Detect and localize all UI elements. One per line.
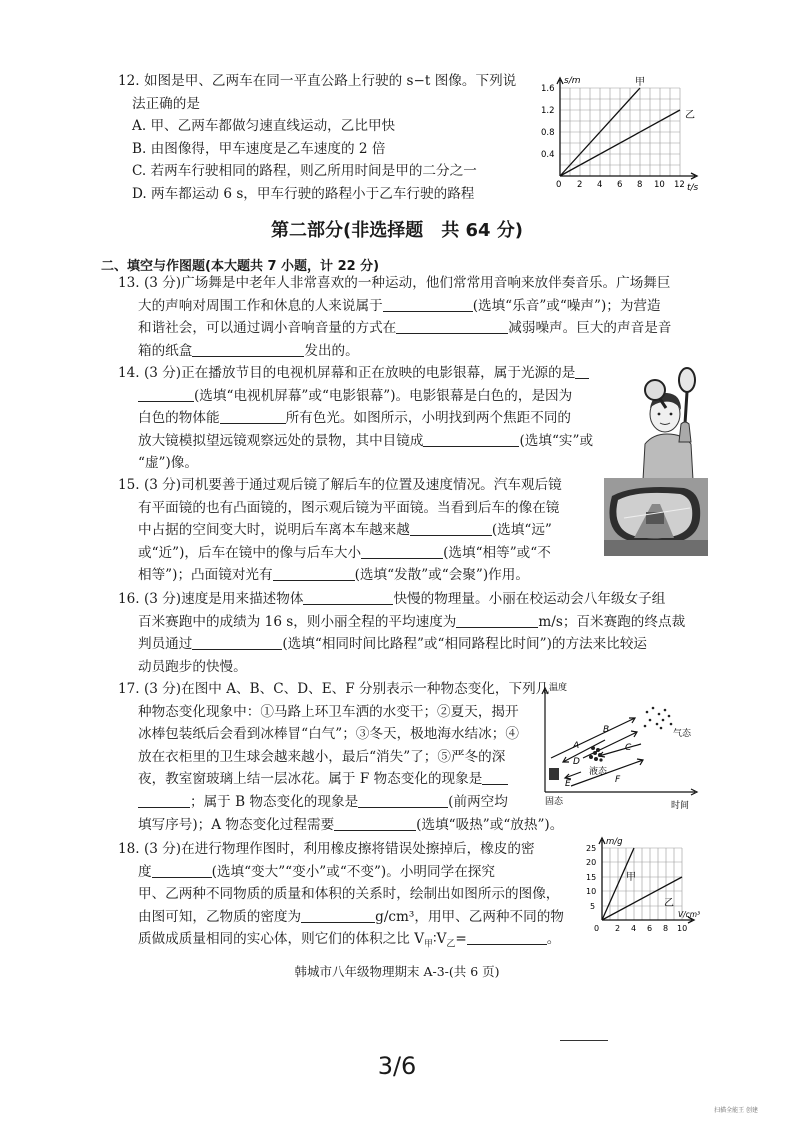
- footer-rule: [560, 1040, 608, 1041]
- q18-ytick: 20: [586, 858, 597, 867]
- q16-line: 判员通过 (选填“相同时间比路程”或“相同路程比时间”)的方法来比较运: [138, 636, 648, 653]
- q18-ylabel: m/g: [606, 837, 623, 847]
- q12-series-jia: 甲: [635, 77, 645, 88]
- diagram-solid-label: 固态: [545, 797, 564, 807]
- q15-line: 15. (3 分)司机要善于通过观后镜了解后车的位置及速度情况。汽车观后镜: [118, 477, 562, 493]
- q12-st-graph: [535, 74, 710, 194]
- question-14: [118, 362, 593, 475]
- q18-xtick: 6: [647, 924, 653, 933]
- q18-line: 18. (3 分)在进行物理作图时，利用橡皮擦将错误处擦掉后，橡皮的密: [118, 841, 535, 857]
- q12-xtick: 12: [674, 180, 685, 190]
- answer-blank[interactable]: [358, 792, 448, 808]
- q12-line: 法正确的是: [132, 95, 200, 112]
- q17-line: 填写序号)；A 物态变化过程需要 (选填“吸热”或“放热”)。: [138, 816, 564, 833]
- q14-line: 14. (3 分)正在播放节目的电视机屏幕和正在放映的电影银幕，属于光源的是: [118, 362, 593, 385]
- q16-line: 百米赛跑中的成绩为 16 s，则小丽全程的平均速度为 m/s；百米赛跑的终点裁: [138, 613, 686, 630]
- q18-line: 甲、乙两种不同物质的质量和体积的关系时，绘制出如图所示的图像，: [138, 886, 560, 903]
- q17-line: 17. (3 分)在图中 A、B、C、D、E、F 分别表示一种物态变化，下列几: [118, 681, 550, 697]
- diagram-label-c: C: [625, 743, 632, 753]
- q18-ytick: 5: [590, 902, 596, 911]
- answer-blank[interactable]: [456, 612, 538, 628]
- q12-ytick: 1.2: [541, 106, 555, 116]
- q12-option-b: B. 由图像得，甲车速度是乙车速度的 2 倍: [132, 140, 386, 157]
- q18-line: 质做成质量相同的实心体，则它们的体积之比 $V_甲∶V_乙=$ 。: [138, 931, 561, 951]
- q14-line: “虚”)像。: [138, 455, 198, 472]
- answer-blank[interactable]: [575, 363, 589, 379]
- q16-line: 动员跑步的快慢。: [138, 658, 247, 675]
- q13-line: 13. (3 分)广场舞是中老年人非常喜欢的一种运动，他们常常用音响来放伴奏音乐。广场舞巨: [118, 275, 671, 291]
- q12-ytick: 0.8: [541, 128, 555, 138]
- answer-blank[interactable]: [152, 862, 212, 878]
- q18-xtick: 2: [615, 924, 621, 933]
- q18-ytick: 10: [586, 887, 597, 896]
- diagram-liquid-label: 液态: [589, 767, 608, 777]
- q15-line: 中占据的空间变大时，说明后车离本车越来越 (选填“远”: [138, 522, 552, 539]
- section-title: 第二部分(非选择题 共 64 分): [270, 220, 524, 241]
- diagram-time-axis: 时间: [671, 801, 690, 811]
- q12-xtick: 4: [597, 180, 603, 190]
- answer-blank[interactable]: [396, 318, 508, 334]
- question-16: [118, 588, 685, 678]
- scanner-watermark: 扫描全能王 创建: [714, 1107, 758, 1114]
- q17-line: ；属于 B 物态变化的现象是 (前两空均: [118, 791, 563, 814]
- q12-option-d: D. 两车都运动 6 s，甲车行驶的路程小于乙车行驶的路程: [132, 185, 475, 202]
- q17-line: 冰棒包装纸后会看到冰棒冒“白气”；③冬天，极地海水结冰；④: [138, 726, 519, 743]
- answer-blank[interactable]: [334, 815, 416, 831]
- q12-ytick: 1.6: [541, 84, 555, 94]
- answer-blank[interactable]: [138, 792, 190, 808]
- boy-with-magnifiers-illustration: [633, 362, 703, 480]
- q17-line: 放在衣柜里的卫生球会越来越小，最后“消失”了；⑤严冬的深: [138, 748, 506, 765]
- answer-blank[interactable]: [301, 907, 375, 923]
- answer-blank[interactable]: [273, 565, 355, 581]
- answer-blank[interactable]: [361, 543, 443, 559]
- q18-xtick: 4: [631, 924, 637, 933]
- q18-xtick: 0: [594, 924, 600, 933]
- q18-xlabel: V/cm³: [678, 910, 701, 919]
- q14-line: (选填“电视机屏幕”或“电影银幕”)。电影银幕是白色的，是因为: [118, 385, 593, 408]
- q12-xtick: 10: [654, 180, 665, 190]
- q12-xtick: 0: [556, 180, 562, 190]
- q12-xlabel: t/s: [687, 183, 699, 193]
- q18-line: 由图可知，乙物质的密度为 g/cm³，用甲、乙两种不同的物: [138, 908, 564, 925]
- question-12: [118, 70, 516, 206]
- q18-ytick: 15: [586, 873, 597, 882]
- q18-line: 度 (选填“变大”“变小”或“不变”)。小明同学在探究: [138, 863, 495, 880]
- q12-ytick: 0.4: [541, 150, 555, 160]
- q15-line: 或“近”)，后车在镜中的像与后车大小 (选填“相等”或“不: [138, 544, 551, 561]
- answer-blank[interactable]: [410, 520, 492, 536]
- diagram-label-a: A: [573, 741, 580, 751]
- q18-series-yi: 乙: [664, 898, 674, 909]
- q14-line: 白色的物体能 所有色光。如图所示，小明找到两个焦距不同的: [138, 410, 572, 427]
- page-number: 3/6: [377, 1052, 417, 1080]
- answer-blank[interactable]: [467, 929, 547, 945]
- answer-blank[interactable]: [383, 296, 473, 312]
- diagram-temperature-axis: 温度: [549, 683, 568, 693]
- q17-line: 种物态变化现象中：①马路上环卫车洒的水变干；②夏天，揭开: [138, 703, 519, 720]
- q18-mass-volume-graph: [580, 836, 710, 940]
- q12-xtick: 6: [617, 180, 623, 190]
- q18-xtick: 10: [677, 924, 688, 933]
- q18-series-jia: 甲: [626, 872, 636, 883]
- part-heading: 二、填空与作图题(本大题共 7 小题，计 22 分): [101, 259, 380, 274]
- q17-line: 夜，教室窗玻璃上结一层冰花。属于 F 物态变化的现象是: [118, 768, 563, 791]
- q12-ylabel: s/m: [564, 76, 581, 86]
- answer-blank[interactable]: [423, 431, 519, 447]
- q13-line: 和谐社会，可以通过调小音响音量的方式在 减弱噪声。巨大的声音是音: [138, 320, 672, 337]
- answer-blank[interactable]: [192, 341, 304, 357]
- answer-blank[interactable]: [138, 386, 194, 402]
- q15-line: 相等”)；凸面镜对光有 (选填“发散”或“会聚”)作用。: [138, 567, 529, 584]
- question-15: [118, 474, 562, 587]
- phase-change-diagram: [535, 680, 710, 812]
- q12-line: 12. 如图是甲、乙两车在同一平直公路上行驶的 s−t 图像。下列说: [118, 73, 517, 89]
- q12-option-c: C. 若两车行驶相同的路程，则乙所用时间是甲的二分之一: [132, 163, 477, 180]
- diagram-label-d: D: [573, 757, 580, 767]
- diagram-label-f: F: [615, 775, 621, 785]
- answer-blank[interactable]: [220, 408, 286, 424]
- q18-xtick: 8: [663, 924, 669, 933]
- diagram-gas-label: 气态: [673, 729, 692, 739]
- q12-xtick: 8: [637, 180, 643, 190]
- question-18: [118, 838, 564, 957]
- q15-line: 有平面镜的也有凸面镜的，图示观后镜为平面镜。当看到后车的像在镜: [138, 499, 560, 516]
- q13-line: 箱的纸盒 发出的。: [138, 342, 359, 359]
- answer-blank[interactable]: [192, 634, 282, 650]
- rearview-mirror-photo: [604, 478, 708, 556]
- page-footer: 韩城市八年级物理期末 A-3-(共 6 页): [294, 964, 500, 979]
- answer-blank[interactable]: [303, 589, 393, 605]
- question-17: [118, 678, 563, 836]
- q12-xtick: 2: [577, 180, 583, 190]
- answer-blank[interactable]: [482, 769, 508, 785]
- q12-option-a: A. 甲、乙两车都做匀速直线运动，乙比甲快: [132, 118, 396, 135]
- diagram-label-e: E: [565, 779, 571, 789]
- q13-line: 大的声响对周围工作和休息的人来说属于 (选填“乐音”或“噪声”)；为营造: [138, 297, 661, 314]
- q18-ytick: 25: [586, 844, 597, 853]
- q14-line: 放大镜模拟望远镜观察远处的景物，其中目镜成 (选填“实”或: [138, 432, 594, 449]
- q16-line: 16. (3 分)速度是用来描述物体 快慢的物理量。小丽在校运动会八年级女子组: [118, 591, 666, 607]
- q12-series-yi: 乙: [685, 110, 695, 121]
- question-13: [118, 272, 671, 362]
- diagram-label-b: B: [603, 725, 610, 735]
